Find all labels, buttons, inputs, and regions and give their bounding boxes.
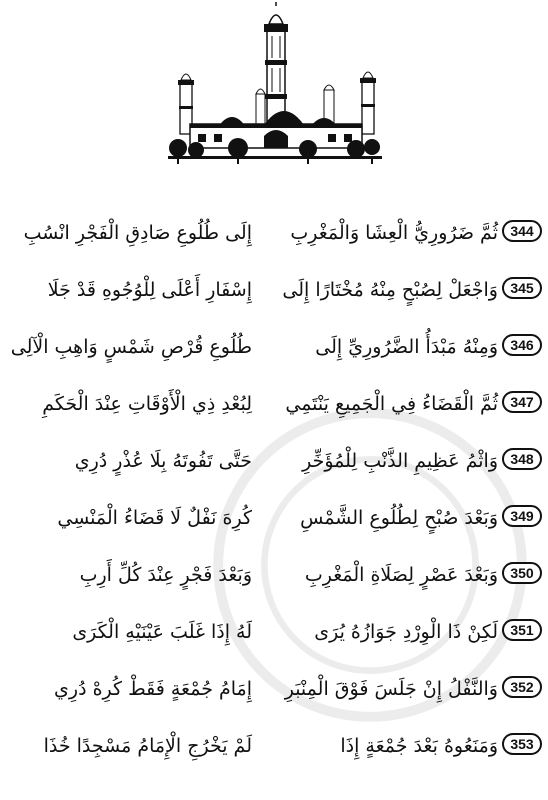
verse-second-hemistich: طُلُوعِ قُرْصِ شَمْسٍ وَاهِبِ الْآلِى — [10, 336, 252, 358]
verse-second-hemistich: كُرِهَ نَفْلٌ لَا قَضَاءُ الْمَنْسِي — [57, 507, 252, 529]
verse-first-hemistich: وَبَعْدَ صُبْحٍ لِطُلُوعِ الشَّمْسِ — [300, 507, 498, 529]
verse-number-badge: 344 — [502, 220, 542, 242]
verse-number-badge: 351 — [502, 619, 542, 641]
verse-first-hemistich: لَكِنْ ذَا الْوِرْدِ جَوَازُهُ يُرَى — [314, 621, 498, 643]
verse-number-badge: 350 — [502, 562, 542, 584]
verse-row — [0, 499, 548, 539]
verse-number-badge: 352 — [502, 676, 542, 698]
verse-number-badge: 345 — [502, 277, 542, 299]
verse-first-hemistich: وَالنَّفْلُ إِنْ جَلَسَ فَوْقَ الْمِنْبَرِ — [284, 678, 498, 700]
verse-number-badge: 346 — [502, 334, 542, 356]
verse-row — [0, 442, 548, 482]
verse-first-hemistich: وَمِنْهُ مَبْدَأُ الضَّرُورِيِّ إِلَى — [315, 336, 498, 358]
mosque-illustration — [168, 2, 382, 166]
verse-number-badge: 349 — [502, 505, 542, 527]
verse-second-hemistich: إِسْفَارِ أَعْلَى لِلْوُجُوهِ قَدْ جَلَا — [47, 279, 252, 301]
verse-second-hemistich: وَبَعْدَ فَجْرٍ عِنْدَ كُلِّ أَرِبِ — [79, 564, 252, 586]
verse-row — [0, 271, 548, 311]
verse-number-badge: 348 — [502, 448, 542, 470]
verse-row — [0, 556, 548, 596]
verse-first-hemistich: وَاجْعَلْ لِصُبْحٍ مِنْهُ مُخْتَارًا إِلَى — [282, 279, 498, 301]
verse-second-hemistich: إِلَى طُلُوعِ صَادِقِ الْفَجْرِ انْسُبِ — [23, 222, 252, 244]
verse-row — [0, 670, 548, 710]
verse-first-hemistich: ثُمَّ ضَرُورِيُّ الْعِشَا وَالْمَغْرِبِ — [290, 222, 498, 244]
verse-row — [0, 385, 548, 425]
verse-number-badge: 347 — [502, 391, 542, 413]
verse-first-hemistich: وَبَعْدَ عَصْرٍ لِصَلَاةِ الْمَغْرِبِ — [304, 564, 498, 586]
verse-first-hemistich: ثُمَّ الْقَضَاءُ فِي الْجَمِيعِ يَنْتَمِي — [285, 393, 498, 415]
verse-second-hemistich: لَمْ يَخْرُجِ الْإِمَامُ مَسْجِدًا خُذَا — [43, 735, 252, 757]
verse-row — [0, 328, 548, 368]
verse-first-hemistich: وَمَنَعُوهُ بَعْدَ جُمْعَةٍ إِذَا — [340, 735, 498, 757]
verse-second-hemistich: لِبُعْدِ ذِي الْأَوْقَاتِ عِنْدَ الْحَكَمِ — [42, 393, 252, 415]
verse-second-hemistich: حَتَّى تَفُوتَهُ بِلَا عُذْرٍ دُرِي — [74, 450, 252, 472]
verse-first-hemistich: وَاثْمُ عَظِيمِ الذَّنْبِ لِلْمُؤَخِّرِ — [302, 450, 498, 472]
verse-row — [0, 613, 548, 653]
verse-second-hemistich: إِمَامُ جُمْعَةٍ فَقَطْ كُرِهْ دُرِي — [54, 678, 252, 700]
verse-row — [0, 214, 548, 254]
verse-number-badge: 353 — [502, 733, 542, 755]
verse-row — [0, 727, 548, 767]
verse-second-hemistich: لَهُ إِذَا غَلَبَ عَيْنَيْهِ الْكَرَى — [72, 621, 252, 643]
